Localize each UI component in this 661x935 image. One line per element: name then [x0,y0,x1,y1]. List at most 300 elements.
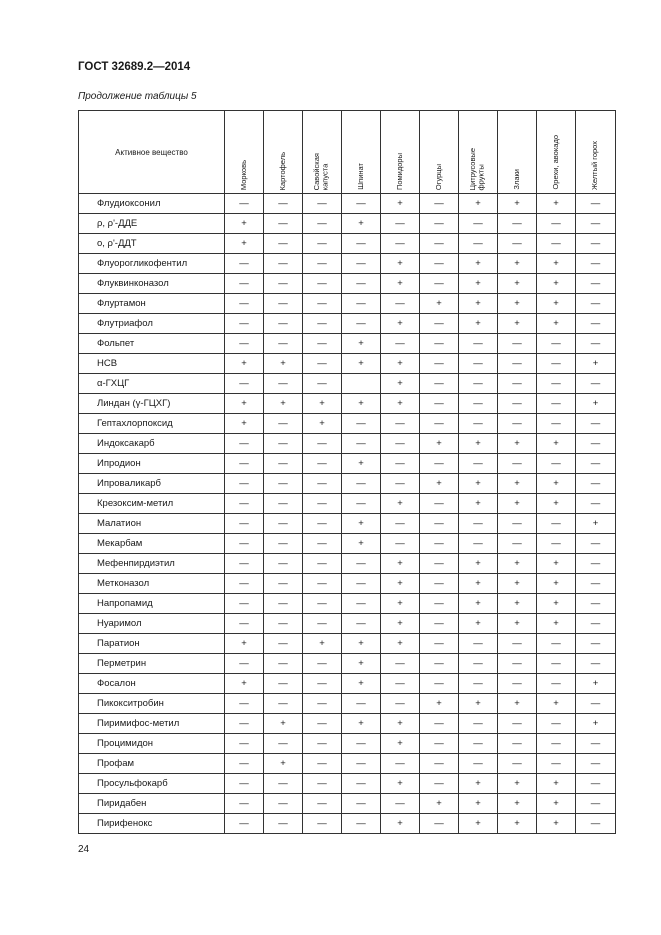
table-cell: — [342,474,381,494]
table-cell: — [459,734,498,754]
table-cell: — [264,694,303,714]
table-cell: — [342,594,381,614]
table-cell: + [459,554,498,574]
table-cell: — [576,374,616,394]
table-row [79,374,616,394]
table-cell: — [420,554,459,574]
table-cell: + [537,494,576,514]
table-cell: — [459,674,498,694]
table-cell: — [264,534,303,554]
table-body [79,194,616,834]
substance-name: Флутриафол [79,314,225,334]
table-cell: — [420,714,459,734]
substance-name: Нуаримол [79,614,225,634]
substance-name: α-ГХЦГ [79,374,225,394]
table-cell: + [381,774,420,794]
table-cell: — [498,214,537,234]
table-cell: — [342,494,381,514]
substance-name: Перметрин [79,654,225,674]
table-row [79,314,616,334]
table-cell: — [459,374,498,394]
table-row [79,634,616,654]
table-cell: + [498,594,537,614]
table-row [79,414,616,434]
table-cell: — [225,254,264,274]
table-cell: — [342,234,381,254]
table-cell: + [381,594,420,614]
table-cell: — [303,374,342,394]
column-header [498,111,537,194]
table-cell: — [381,234,420,254]
table-cell: — [225,454,264,474]
table-row [79,214,616,234]
table-cell: — [225,714,264,734]
substance-name: Гептахлорпоксид [79,414,225,434]
table-cell: + [537,274,576,294]
column-header-label: Злаки [511,169,521,190]
table-cell: + [381,634,420,654]
table-cell: — [576,214,616,234]
table-cell: + [537,574,576,594]
table-cell: — [576,334,616,354]
substance-name: Ипродион [79,454,225,474]
table-cell: — [498,234,537,254]
table-cell: — [225,534,264,554]
table-row [79,494,616,514]
table-cell: + [537,254,576,274]
table-cell: — [576,774,616,794]
table-cell: — [225,494,264,514]
table-cell: — [420,654,459,674]
table-cell: — [420,754,459,774]
table-cell: — [342,614,381,634]
table-cell: — [264,434,303,454]
table-cell: — [225,514,264,534]
table-cell: — [420,494,459,514]
table-cell: — [576,414,616,434]
table-cell: + [498,474,537,494]
table-cell: + [576,354,616,374]
table-cell: — [498,654,537,674]
table-header-row [79,111,616,194]
table-cell: — [498,514,537,534]
table-cell: + [537,314,576,334]
table-cell: — [576,654,616,674]
table-row [79,714,616,734]
table-cell: — [264,234,303,254]
page-number: 24 [78,844,90,855]
column-header-label: Огурцы [433,163,443,190]
table-cell: — [225,194,264,214]
table-cell: — [264,634,303,654]
column-header-label: Картофель [277,151,287,190]
table-row [79,454,616,474]
table-cell: + [576,514,616,534]
table-cell: + [459,774,498,794]
table-cell: + [225,354,264,374]
table-cell: — [498,534,537,554]
table-cell: + [537,814,576,834]
column-header-label: Савойская капуста [312,152,330,190]
table-cell: + [342,654,381,674]
table-cell: — [381,454,420,474]
substance-name: Пирифенокс [79,814,225,834]
table-cell: — [225,374,264,394]
table-cell: — [303,754,342,774]
column-header [420,111,459,194]
table-cell: + [381,714,420,734]
table-cell: — [264,494,303,514]
table-cell: + [576,394,616,414]
table-cell: + [342,354,381,374]
substance-name: o, ρ'-ДДТ [79,234,225,254]
table-cell: + [537,194,576,214]
table-cell: — [225,434,264,454]
table-cell: — [303,774,342,794]
substance-name: Профам [79,754,225,774]
table-cell: — [576,594,616,614]
table-cell: — [225,594,264,614]
table-cell: + [264,754,303,774]
table-cell: + [537,434,576,454]
table-cell: — [459,414,498,434]
table-cell: — [381,474,420,494]
substance-name: Линдан (γ-ГЦХГ) [79,394,225,414]
table-cell: — [498,354,537,374]
column-header [264,111,303,194]
table-cell: — [225,654,264,674]
table-cell: — [381,674,420,694]
table-cell: — [342,754,381,774]
table-cell: — [342,574,381,594]
table-row [79,794,616,814]
table-cell: — [303,314,342,334]
table-cell: — [264,214,303,234]
substance-name: ρ, ρ'-ДДЕ [79,214,225,234]
table-cell: — [264,334,303,354]
table-cell: — [537,674,576,694]
substance-name: Флудиоксонил [79,194,225,214]
table-cell: — [264,554,303,574]
table-cell: — [576,634,616,654]
document-title: ГОСТ 32689.2—2014 [78,61,191,73]
table-cell: — [303,434,342,454]
table-cell: — [498,454,537,474]
table-cell: — [303,354,342,374]
table-cell: — [342,734,381,754]
table-row [79,194,616,214]
table-cell: — [537,374,576,394]
table-cell: — [576,794,616,814]
table-cell: — [576,614,616,634]
substance-name: Индоксакарб [79,434,225,454]
table-row [79,754,616,774]
table-cell: + [225,234,264,254]
table-row [79,294,616,314]
table-cell: — [420,734,459,754]
table-cell: — [381,754,420,774]
table-cell: + [498,814,537,834]
table-cell: — [303,674,342,694]
table-cell: — [537,454,576,474]
table-cell: + [537,554,576,574]
table-cell: — [420,514,459,534]
table-cell: — [459,334,498,354]
table-cell: — [498,414,537,434]
table-cell: + [381,734,420,754]
table-cell: + [381,194,420,214]
table-cell: — [303,194,342,214]
table-cell: — [264,594,303,614]
table-cell: — [225,274,264,294]
table-cell: + [498,314,537,334]
table-cell: + [264,354,303,374]
table-cell: + [225,394,264,414]
table-row [79,514,616,534]
table-cell: + [498,434,537,454]
table-cell: + [381,374,420,394]
table-cell: — [303,254,342,274]
table-cell: — [576,234,616,254]
table-cell: — [459,354,498,374]
table-cell: + [225,674,264,694]
substance-name: Паратион [79,634,225,654]
table-cell: + [303,414,342,434]
table-cell: — [420,334,459,354]
table-cell: — [576,754,616,774]
table-cell: — [381,294,420,314]
table-cell: + [225,634,264,654]
table-cell: + [459,494,498,514]
table-cell: — [342,774,381,794]
table-cell: — [225,474,264,494]
table-cell: + [459,814,498,834]
table-cell: + [303,394,342,414]
substance-name: Метконазол [79,574,225,594]
table-cell: — [225,314,264,334]
table-cell: — [420,414,459,434]
table-cell: — [420,194,459,214]
table-cell: — [225,554,264,574]
table-cell: — [225,334,264,354]
table-cell: — [381,434,420,454]
table-cell: — [264,314,303,334]
column-header [342,111,381,194]
table-cell: — [576,554,616,574]
table-cell: — [459,514,498,534]
table-cell: + [498,274,537,294]
table-cell: — [420,274,459,294]
table-cell: + [537,474,576,494]
table-cell: + [342,214,381,234]
table-cell: — [498,334,537,354]
table-cell: — [225,794,264,814]
table-row [79,594,616,614]
column-header-label: Желтый горох [590,141,600,190]
substance-name: Пикокситробин [79,694,225,714]
table-row [79,254,616,274]
table-cell: — [264,294,303,314]
table-cell: — [303,554,342,574]
table-cell: — [264,194,303,214]
table-cell: — [498,734,537,754]
table-cell: — [264,774,303,794]
table-cell: + [459,434,498,454]
table-cell: + [264,394,303,414]
table-cell: + [498,294,537,314]
column-header [225,111,264,194]
table-cell: + [225,214,264,234]
table-cell: — [420,314,459,334]
table-cell: — [420,394,459,414]
substance-name: Фольпет [79,334,225,354]
substance-name: Малатион [79,514,225,534]
column-header [576,111,616,194]
table-cell: — [381,214,420,234]
table-cell: — [264,734,303,754]
substance-name: Процимидон [79,734,225,754]
table-cell: — [303,474,342,494]
table-cell: + [303,634,342,654]
column-header-label: Цитрусовые фрукты [468,147,486,190]
table-cell: — [381,794,420,814]
table-cell: — [576,694,616,714]
table-cell: + [342,514,381,534]
table-cell: — [537,354,576,374]
table-cell: + [537,694,576,714]
substance-name: Флуквинконазол [79,274,225,294]
table-cell: — [537,334,576,354]
table-cell: — [264,514,303,534]
table-cell: — [264,794,303,814]
table-cell: — [264,474,303,494]
table-cell: — [420,614,459,634]
table-cell: — [303,454,342,474]
table-cell: — [342,434,381,454]
table-cell: + [459,794,498,814]
table-cell: — [498,714,537,734]
table-cell: + [498,554,537,574]
header-active-substance: Активное вещество [79,111,225,194]
table-cell: — [303,514,342,534]
table-cell: + [498,574,537,594]
table-cell: + [498,774,537,794]
table-cell: + [264,714,303,734]
table-cell: — [420,234,459,254]
table-cell: — [576,494,616,514]
table-row [79,274,616,294]
table-cell: + [537,774,576,794]
table-row [79,654,616,674]
table-cell: — [576,814,616,834]
table-cell: + [498,694,537,714]
table-cell: — [303,794,342,814]
column-header-label: Орехи, авокадо [550,135,560,190]
table-cell: — [342,294,381,314]
table-cell: — [459,714,498,734]
table-cell: + [459,314,498,334]
table-cell: — [537,514,576,534]
table-cell: + [420,294,459,314]
table-cell: + [420,434,459,454]
table-cell: + [342,634,381,654]
table-cell: + [381,274,420,294]
table-cell: — [576,474,616,494]
table-cell: + [498,254,537,274]
table-row [79,774,616,794]
table-cell: — [342,814,381,834]
table-cell: + [498,194,537,214]
table-cell: — [342,274,381,294]
table-cell: — [537,634,576,654]
table-cell: — [303,814,342,834]
table-cell: — [381,514,420,534]
table-cell: + [498,794,537,814]
table-cell: — [576,454,616,474]
table-row [79,534,616,554]
table-cell: — [576,434,616,454]
table-cell: — [420,214,459,234]
table-cell: — [420,634,459,654]
table-cell: — [459,214,498,234]
column-header [537,111,576,194]
table-cell: + [381,814,420,834]
table-cell: + [420,694,459,714]
table-cell: — [303,574,342,594]
column-header-label: Помидоры [394,152,404,190]
column-header-label: Шпинат [355,163,365,190]
table-cell: — [264,414,303,434]
table-cell: — [459,754,498,774]
table-cell: — [459,234,498,254]
table-cell: — [342,194,381,214]
table-cell: + [420,794,459,814]
table-cell: — [264,574,303,594]
table-cell: + [342,454,381,474]
table-cell: — [225,694,264,714]
table-cell: — [537,414,576,434]
column-header-label: Морковь [238,159,248,190]
table-cell [342,374,381,394]
table-row [79,434,616,454]
table-cell: — [342,254,381,274]
table-cell: — [537,534,576,554]
table-cell: — [576,254,616,274]
table-cell: — [381,654,420,674]
table-cell: — [576,194,616,214]
table-row [79,614,616,634]
table-cell: — [264,274,303,294]
pesticide-table [78,110,616,834]
table-cell: — [225,614,264,634]
table-cell: — [303,334,342,354]
table-cell: + [459,574,498,594]
table-cell: + [381,354,420,374]
column-header [381,111,420,194]
column-header [459,111,498,194]
table-cell: — [498,674,537,694]
table-cell: + [498,614,537,634]
table-cell: — [303,274,342,294]
column-header [303,111,342,194]
table-cell: — [225,734,264,754]
table-cell: + [342,394,381,414]
table-cell: — [225,774,264,794]
table-row [79,474,616,494]
table-cell: — [264,254,303,274]
table-cell: — [303,234,342,254]
table-cell: + [537,594,576,614]
